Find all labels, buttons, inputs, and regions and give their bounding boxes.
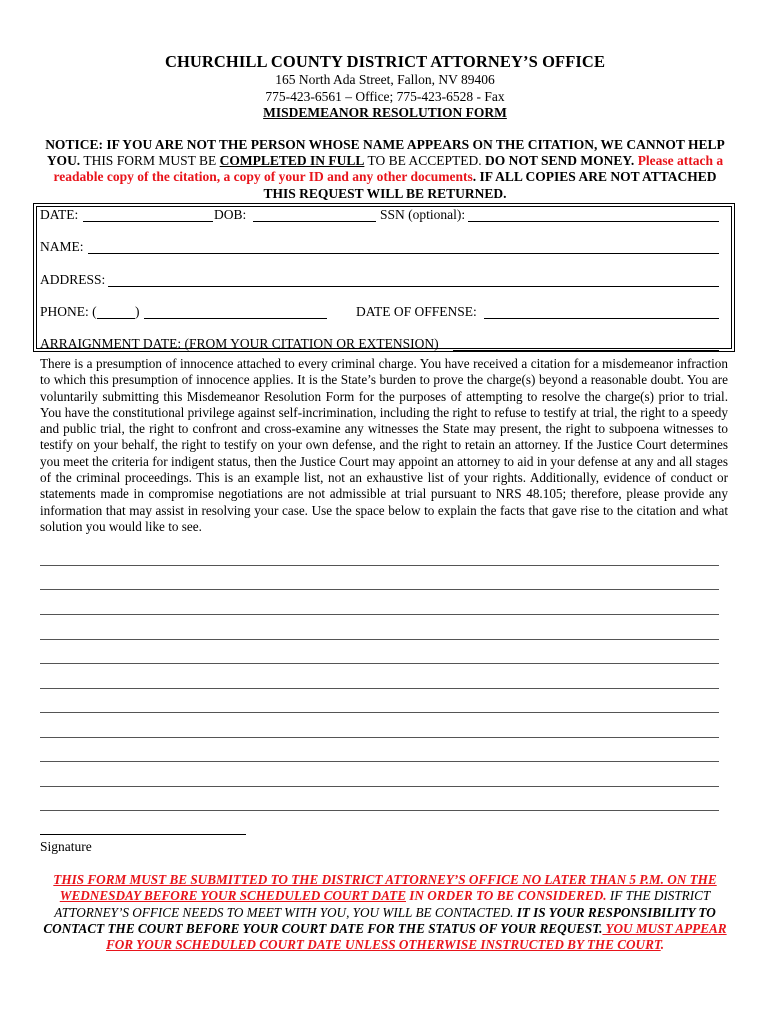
form-name: MISDEMEANOR RESOLUTION FORM bbox=[263, 105, 507, 120]
writing-line[interactable] bbox=[40, 810, 719, 811]
phone-area-code-field[interactable] bbox=[97, 318, 135, 319]
footer-appear-warning: YOU MUST APPEAR FOR YOUR SCHEDULED COURT DATE UNLESS OTHERWISE INSTRUCTED BY THE COURT bbox=[105, 920, 727, 953]
signature-label: Signature bbox=[40, 839, 92, 854]
date-label: DATE: bbox=[40, 207, 79, 222]
notice-part7: . IF ALL COPIES ARE NOT ATTACHED THIS REQUEST WILL BE RETURNED. bbox=[263, 169, 717, 201]
submission-footer bbox=[40, 872, 730, 953]
footer-deadline: THIS FORM MUST BE SUBMITTED TO THE DISTRICT ATTORNEY’S OFFICE NO LATER THAN 5 P.M. ON THE WEDNESDAY BEFORE YOUR SCHEDULED COURT DATE bbox=[53, 872, 717, 904]
dob-label: DOB: bbox=[214, 207, 247, 222]
name-label: NAME: bbox=[40, 239, 84, 254]
phone-close-paren: ) bbox=[135, 304, 140, 319]
notice-block bbox=[38, 137, 732, 202]
writing-line[interactable] bbox=[40, 761, 719, 762]
writing-line[interactable] bbox=[40, 712, 719, 713]
date-field[interactable] bbox=[83, 221, 213, 222]
arraignment-field[interactable] bbox=[453, 350, 719, 351]
office-address: 165 North Ada Street, Fallon, NV 89406 bbox=[275, 72, 495, 87]
writing-line[interactable] bbox=[40, 565, 719, 566]
notice-part1: NOTICE: IF YOU ARE NOT THE PERSON WHOSE NAME APPEARS ON THE CITATION, WE CANNOT HELP YOU. bbox=[45, 137, 725, 169]
offense-date-field[interactable] bbox=[484, 318, 719, 319]
writing-line[interactable] bbox=[40, 663, 719, 664]
ssn-label: SSN (optional): bbox=[380, 207, 466, 222]
notice-part3: COMPLETED IN FULL bbox=[219, 153, 365, 169]
footer-period: . bbox=[660, 937, 665, 953]
rights-paragraph: There is a presumption of innocence attached to every criminal charge. You have received a citation for a misdemeanor infraction to which this presumption of innocence applies. It is the State’s burden to prove the charge(s) beyond a reasonable doubt. You are voluntarily submitting this Misdemeanor Resolution Form for the purposes of attempting to resolve the charge(s) prior to trial. You have the constitutional privilege against self-incrimination, including the right to refuse to testify at trial, the right to a speedy and public trial, the right to confront and cross-examine any witnesses the State may present, the right to subpoena witnesses to testify on your behalf, the right to testify on your own defense, and the right to retain an attorney. If the Justice Court determines you meet the criteria for indigent status, then the Justice Court may appoint an attorney to aid in your defense at any and all stages of the criminal proceedings. This is an example list, not an exhaustive list of your rights. Additionally, evidence of conduct or statements made in compromise negotiations are not admissible at trial pursuant to NRS 48.105; therefore, please provide any information that may assist in resolving your case. Use the space below to explain the facts that gave rise to the citation and what solution you would like to see. bbox=[40, 356, 728, 534]
writing-line[interactable] bbox=[40, 737, 719, 738]
notice-part6: Please attach a readable copy of the citation, a copy of your ID and any other documents bbox=[53, 153, 724, 185]
office-phones: 775-423-6561 – Office; 775-423-6528 - Fax bbox=[265, 89, 505, 104]
phone-label: PHONE: ( bbox=[40, 304, 97, 319]
ssn-field[interactable] bbox=[468, 221, 719, 222]
notice-part2: THIS FORM MUST BE bbox=[80, 153, 220, 169]
arraignment-label: ARRAIGNMENT DATE: (FROM YOUR CITATION OR EXTENSION) bbox=[40, 336, 439, 351]
offense-date-label: DATE OF OFFENSE: bbox=[356, 304, 477, 319]
footer-responsibility: IT IS YOUR RESPONSIBILITY TO CONTACT THE COURT BEFORE YOUR COURT DATE FOR THE STATUS OF YOUR REQUEST. bbox=[43, 904, 716, 936]
dob-field[interactable] bbox=[253, 221, 376, 222]
phone-number-field[interactable] bbox=[144, 318, 327, 319]
signature-line[interactable] bbox=[40, 834, 246, 835]
notice-part5: DO NOT SEND MONEY. bbox=[485, 153, 635, 169]
footer-contact-note: IF THE DISTRICT ATTORNEY’S OFFICE NEEDS TO MEET WITH YOU, YOU WILL BE CONTACTED. bbox=[54, 888, 711, 920]
writing-line[interactable] bbox=[40, 786, 719, 787]
writing-line[interactable] bbox=[40, 639, 719, 640]
footer-considered: IN ORDER TO BE CONSIDERED. bbox=[406, 888, 607, 904]
address-label: ADDRESS: bbox=[40, 272, 106, 287]
info-box-inner bbox=[36, 206, 732, 349]
notice-part4: TO BE ACCEPTED. bbox=[364, 153, 486, 169]
address-field[interactable] bbox=[108, 286, 719, 287]
writing-line[interactable] bbox=[40, 614, 719, 615]
office-title: CHURCHILL COUNTY DISTRICT ATTORNEY’S OFFICE bbox=[164, 52, 606, 71]
writing-line[interactable] bbox=[40, 589, 719, 590]
writing-line[interactable] bbox=[40, 688, 719, 689]
name-field[interactable] bbox=[88, 253, 719, 254]
